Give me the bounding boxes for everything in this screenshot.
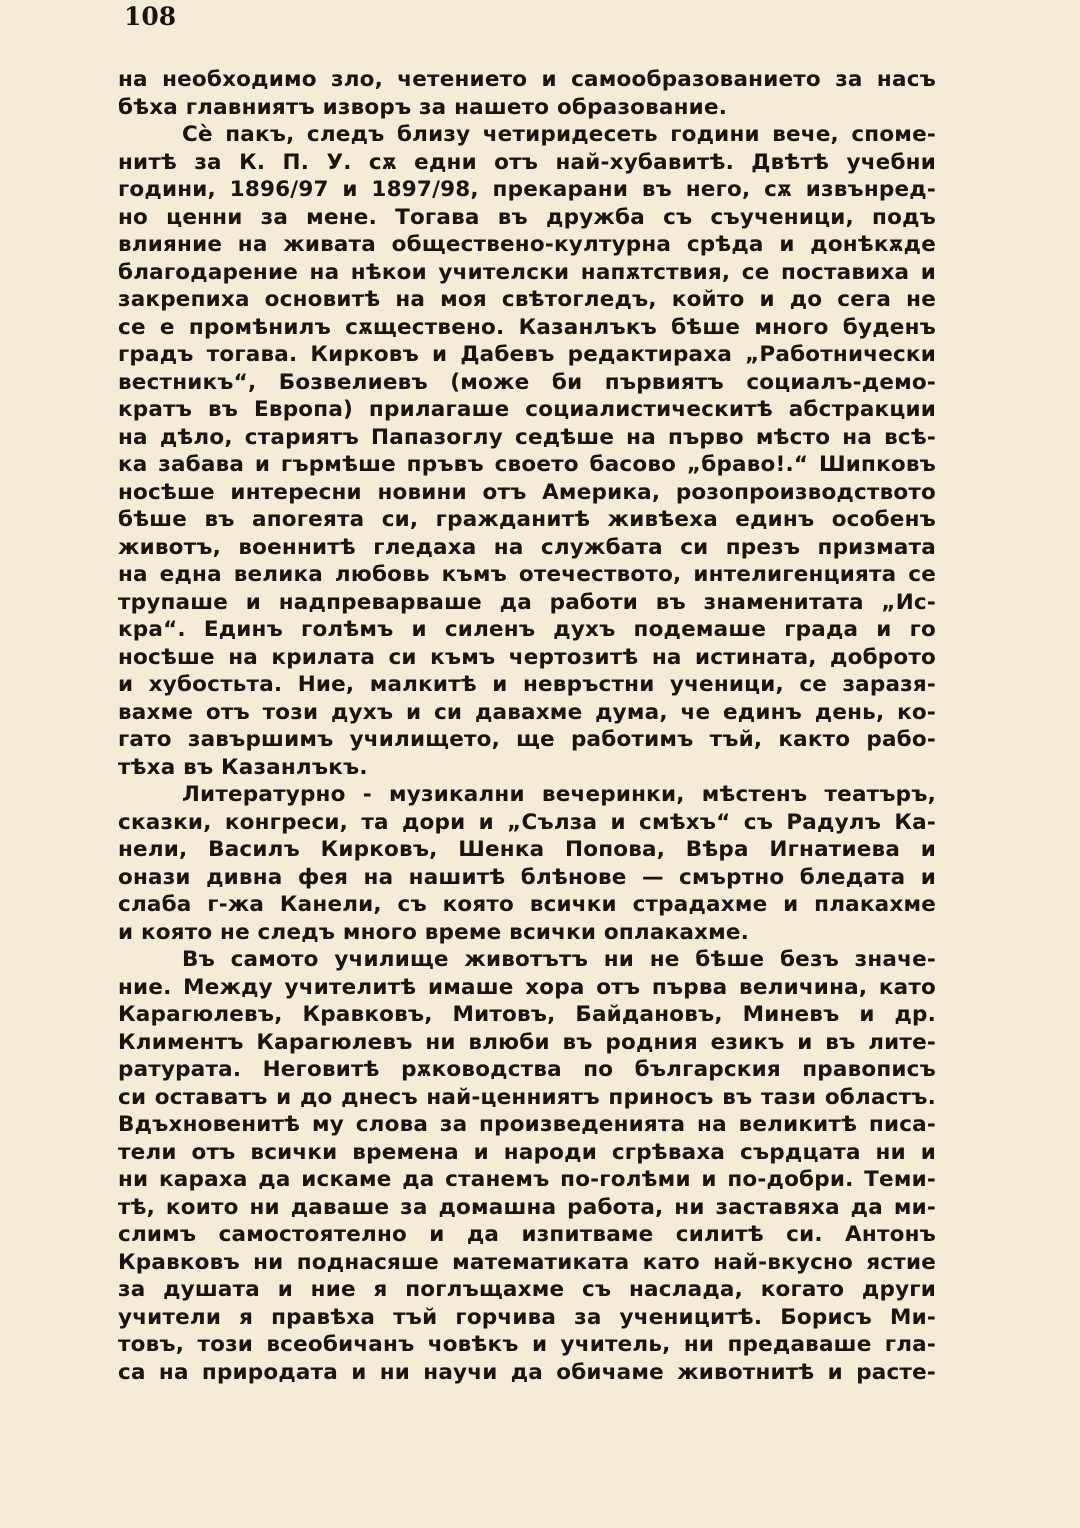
text-line: гато завършимъ училището, ще работимъ тъй, както рабо- <box>118 727 936 752</box>
text-line: слимъ самостоятелно и да изпитваме силитѣ си. Антонъ <box>118 1222 936 1247</box>
text-line: Сѐ пакъ, следъ близу четиридесеть години вече, споме- <box>182 122 936 147</box>
paragraph <box>118 66 936 121</box>
text-line: товъ, този всеобичанъ човѣкъ и учитель, ни предаваше гла- <box>118 1332 936 1357</box>
text-line: бѣха главниятъ изворъ за нашето образование. <box>118 94 728 120</box>
text-line: сказки, конгреси, та дори и „Сълза и смѣхъ“ съ Радулъ Ка- <box>118 809 936 835</box>
text-line: на една велика любовь къмъ отечеството, интелигенцията се <box>118 562 936 587</box>
text-line: Вдъхновенитѣ му слова за произведенията на великитѣ писа- <box>118 1112 936 1137</box>
text-line: влияние на живата обществено-културна срѣда и донѣкѫде <box>118 232 936 257</box>
text-line: благодарение на нѣкои учителски напѫтствия, се поставиха и <box>118 259 936 285</box>
text-line: са на природата и ни научи да обичаме животнитѣ и расте- <box>118 1359 936 1385</box>
text-line: закрепиха основитѣ на моя свѣтогледъ, който и до сега не <box>118 287 936 312</box>
text-line: градъ тогава. Кирковъ и Дабевъ редактираха „Работнически <box>118 342 936 367</box>
page-number: 108 <box>124 2 177 31</box>
text-line: носѣше интересни новини отъ Америка, розопроизводството <box>118 479 936 505</box>
text-line: и която не следъ много време всички оплакахме. <box>118 919 750 945</box>
paragraph <box>118 781 936 946</box>
text-line: години, 1896/97 и 1897/98, прекарани въ него, сѫ извънред- <box>118 177 936 202</box>
text-line: на дѣло, стариятъ Папазоглу седѣше на първо мѣсто на всѣ- <box>118 424 936 450</box>
text-line: нели, Василъ Кирковъ, Шенка Попова, Вѣра Игнатиева и <box>118 837 936 862</box>
text-line: тѣ, които ни даваше за домашна работа, ни заставяха да ми- <box>118 1194 936 1220</box>
text-line: и хубостьта. Ние, малкитѣ и невръстни ученици, се заразя- <box>118 672 936 697</box>
text-line: ни караха да искаме да станемъ по-голѣми и по-добри. Теми- <box>118 1167 936 1192</box>
text-line: тѣха въ Казанлъкъ. <box>118 754 368 780</box>
text-line: кра“. Единъ голѣмъ и силенъ духъ подемаше града и го <box>118 617 936 642</box>
paragraph <box>118 121 936 781</box>
text-line: трупаше и надпреварваше да работи въ знаменитата „Ис- <box>118 589 936 615</box>
text-line: кратъ въ Европа) прилагаше социалистическитѣ абстракции <box>118 397 936 422</box>
text-line: Кравковъ ни поднасяше математиката като най-вкусно ястие <box>118 1249 936 1275</box>
text-line: нитѣ за К. П. У. сѫ едни отъ най-хубавитѣ. Двѣтѣ учебни <box>118 149 936 175</box>
text-line: Литературно - музикални вечеринки, мѣстенъ театъръ, <box>182 782 936 807</box>
text-line: слаба г-жа Канели, съ която всички страдахме и плакахме <box>118 892 936 917</box>
text-line: Климентъ Карагюлевъ ни влюби въ родния езикъ и въ лите- <box>118 1029 936 1055</box>
text-line: за душата и ние я поглъщахме съ наслада, когато други <box>118 1277 936 1302</box>
paragraph <box>118 946 936 1386</box>
text-line: Карагюлевъ, Кравковъ, Митовъ, Байдановъ, Миневъ и др. <box>118 1002 936 1027</box>
text-line: бѣше въ апогеята си, гражданитѣ живѣеха единъ особенъ <box>118 507 936 532</box>
text-line: ка забава и гърмѣше пръвъ своето басово „браво!.“ Шипковъ <box>118 452 936 477</box>
text-line: животъ, военнитѣ гледаха на службата си презъ призмата <box>118 534 936 560</box>
text-body <box>118 66 936 1386</box>
text-line: учители я правѣха тъй горчива за ученицитѣ. Борисъ Ми- <box>118 1304 936 1330</box>
text-line: носѣше на крилата си къмъ чертозитѣ на истината, доброто <box>118 644 936 670</box>
text-line: си оставатъ и до днесъ най-ценниятъ приносъ въ тази областъ. <box>118 1084 936 1110</box>
text-line: вестникъ“, Бозвелиевъ (може би първиятъ социалъ-демо- <box>118 369 936 395</box>
text-line: на необходимо зло, четението и самообразованието за насъ <box>118 67 936 92</box>
text-line: се е промѣнилъ сѫществено. Казанлъкъ бѣше много буденъ <box>118 314 936 340</box>
text-line: вахме отъ този духъ и си давахме дума, че единъ день, ко- <box>118 699 936 725</box>
text-line: ратурата. Неговитѣ рѫководства по българския правописъ <box>118 1057 936 1082</box>
text-line: ние. Между учителитѣ имаше хора отъ първа величина, като <box>118 974 936 1000</box>
text-line: но ценни за мене. Тогава въ дружба съ съученици, подъ <box>118 204 936 230</box>
text-line: тели отъ всички времена и народи сгрѣваха сърдцата ни и <box>118 1139 936 1165</box>
text-line: онази дивна фея на нашитѣ блѣнове — смъртно бледата и <box>118 864 936 890</box>
text-line: Въ самото училище животътъ ни не бѣше безъ значе- <box>182 947 936 972</box>
